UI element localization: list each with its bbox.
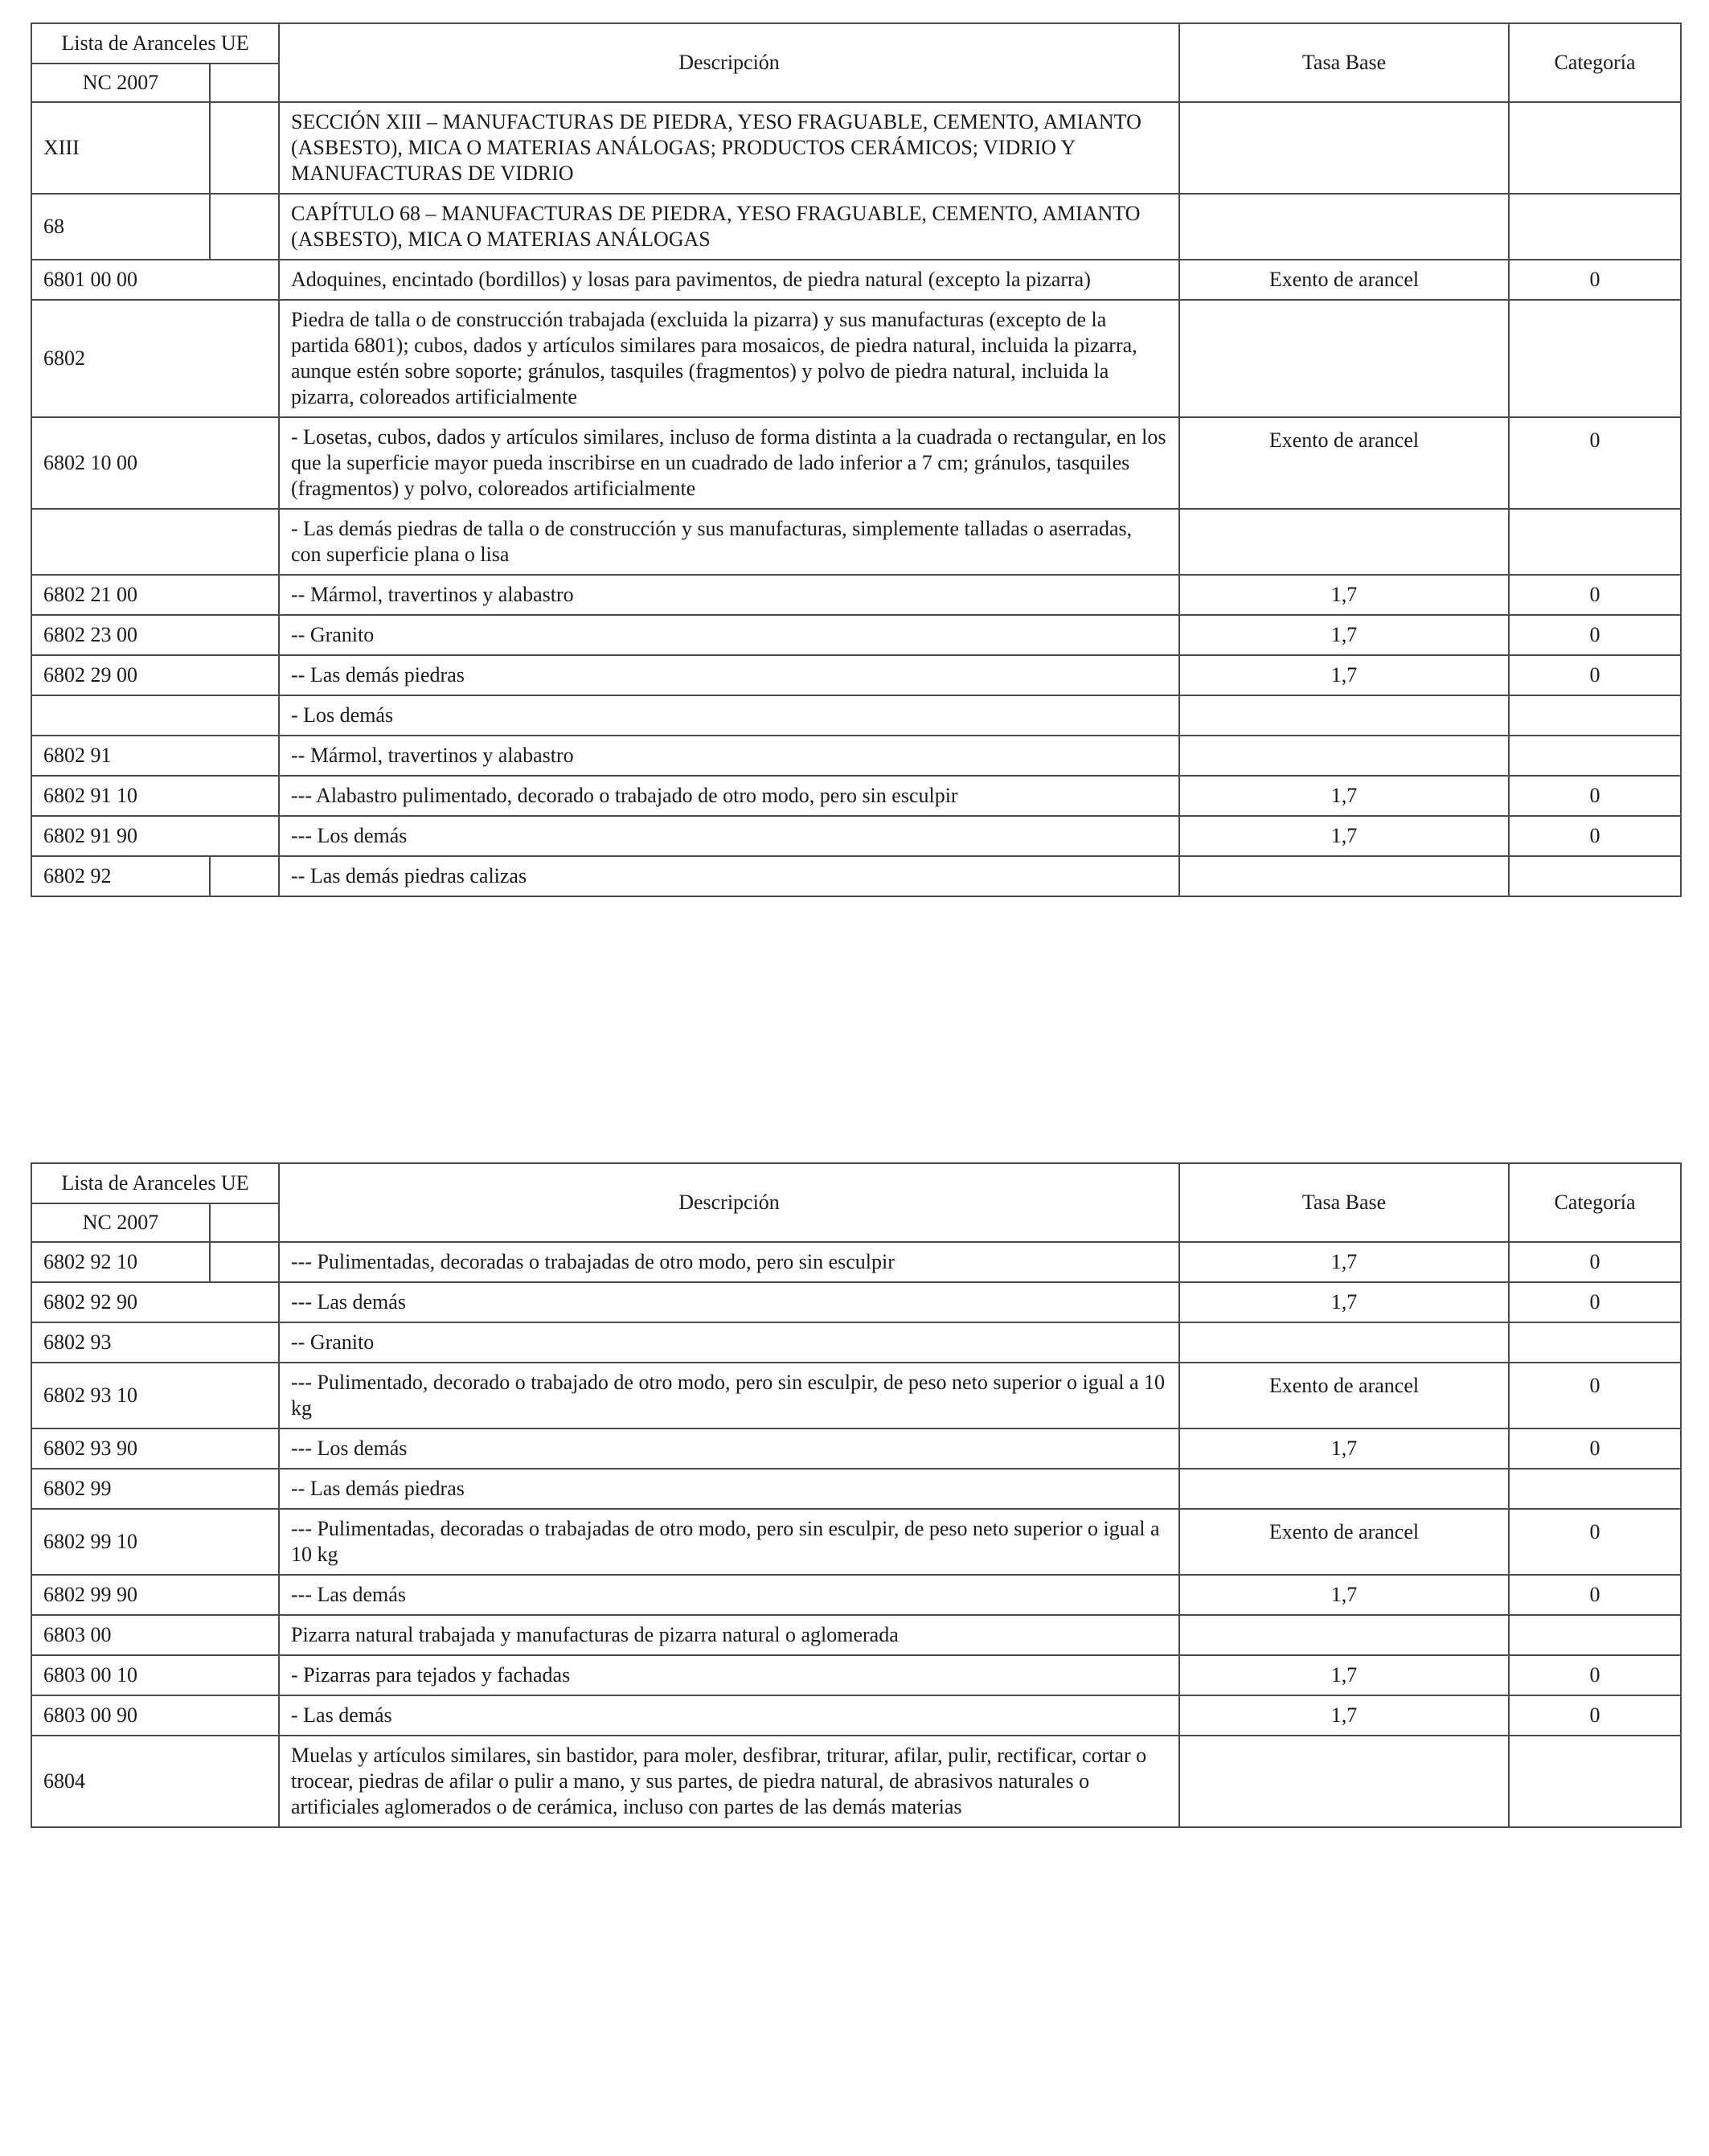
- row-tasa: 1,7: [1179, 1282, 1509, 1322]
- row-description: --- Pulimentadas, decoradas o trabajadas de otro modo, pero sin esculpir: [279, 1242, 1179, 1282]
- row-tasa: [1179, 695, 1509, 736]
- row-code: 6803 00 90: [31, 1695, 279, 1736]
- row-description: Muelas y artículos similares, sin bastidor, para moler, desfibrar, triturar, afilar, pulir, rectificar, cortar o trocear, piedras de afilar o pulir a mano, y sus partes, de piedra natural, de abrasivos naturales o artificiales aglomerados o de cerámica, incluso con partes de las demás materias: [279, 1736, 1179, 1827]
- row-code: 6802 21 00: [31, 575, 279, 615]
- row-categoria: 0: [1509, 615, 1681, 655]
- table-row: [31, 102, 1681, 194]
- row-tasa: [1179, 1736, 1509, 1827]
- row-description: Adoquines, encintado (bordillos) y losas para pavimentos, de piedra natural (excepto la pizarra): [279, 260, 1179, 300]
- row-categoria: [1509, 1469, 1681, 1509]
- row-categoria: [1509, 856, 1681, 896]
- row-tasa: 1,7: [1179, 615, 1509, 655]
- row-description: Pizarra natural trabajada y manufacturas de pizarra natural o aglomerada: [279, 1615, 1179, 1655]
- table-row: [31, 509, 1681, 575]
- row-tasa: [1179, 102, 1509, 194]
- table-row: [31, 695, 1681, 736]
- row-code: 6802 92 90: [31, 1282, 279, 1322]
- row-tasa: 1,7: [1179, 1428, 1509, 1469]
- header-lista: Lista de Aranceles UE: [31, 1163, 279, 1203]
- row-description: -- Granito: [279, 1322, 1179, 1363]
- row-categoria: [1509, 1322, 1681, 1363]
- row-tasa: [1179, 194, 1509, 260]
- row-categoria: 0: [1509, 260, 1681, 300]
- row-blank: [210, 856, 279, 896]
- table-row: [31, 194, 1681, 260]
- table-row: [31, 1736, 1681, 1827]
- table-row: [31, 1575, 1681, 1615]
- table-row: [31, 1655, 1681, 1695]
- header-blank-cell: [210, 1203, 279, 1242]
- row-categoria: 0: [1509, 1242, 1681, 1282]
- row-code: 6802 99 90: [31, 1575, 279, 1615]
- table-row: [31, 1695, 1681, 1736]
- header-tasa: Tasa Base: [1179, 23, 1509, 102]
- table-row: [31, 417, 1681, 509]
- header-categoria: Categoría: [1509, 1163, 1681, 1242]
- table-row: [31, 736, 1681, 776]
- row-tasa: [1179, 1322, 1509, 1363]
- row-code: 6804: [31, 1736, 279, 1827]
- row-tasa: [1179, 1615, 1509, 1655]
- row-tasa: 1,7: [1179, 1575, 1509, 1615]
- table-row: [31, 776, 1681, 816]
- row-categoria: 0: [1509, 1655, 1681, 1695]
- table-row: [31, 1615, 1681, 1655]
- row-description: --- Pulimentado, decorado o trabajado de otro modo, pero sin esculpir, de peso neto superior o igual a 10 kg: [279, 1363, 1179, 1428]
- row-code: 6802 10 00: [31, 417, 279, 509]
- row-description: SECCIÓN XIII – MANUFACTURAS DE PIEDRA, YESO FRAGUABLE, CEMENTO, AMIANTO (ASBESTO), MICA O MATERIAS ANÁLOGAS; PRODUCTOS CERÁMICOS; VIDRIO Y MANUFACTURAS DE VIDRIO: [279, 102, 1179, 194]
- row-description: -- Mármol, travertinos y alabastro: [279, 575, 1179, 615]
- row-description: -- Las demás piedras: [279, 1469, 1179, 1509]
- tariff-table-1: [31, 23, 1682, 897]
- row-description: -- Mármol, travertinos y alabastro: [279, 736, 1179, 776]
- table-row: [31, 1363, 1681, 1428]
- row-categoria: [1509, 1615, 1681, 1655]
- row-categoria: 0: [1509, 816, 1681, 856]
- header-lista: Lista de Aranceles UE: [31, 23, 279, 64]
- row-code: [31, 695, 279, 736]
- row-code: 6802 93 90: [31, 1428, 279, 1469]
- row-tasa: Exento de arancel: [1179, 1509, 1509, 1575]
- row-description: --- Las demás: [279, 1282, 1179, 1322]
- row-blank: [210, 102, 279, 194]
- header-descripcion: Descripción: [279, 1163, 1179, 1242]
- row-description: --- Alabastro pulimentado, decorado o trabajado de otro modo, pero sin esculpir: [279, 776, 1179, 816]
- row-code: 6802 93 10: [31, 1363, 279, 1428]
- row-categoria: 0: [1509, 1428, 1681, 1469]
- row-categoria: [1509, 300, 1681, 417]
- table-row: [31, 1282, 1681, 1322]
- row-code: [31, 509, 279, 575]
- header-tasa: Tasa Base: [1179, 1163, 1509, 1242]
- row-blank: [210, 1242, 279, 1282]
- row-tasa: [1179, 300, 1509, 417]
- row-code: 6802 93: [31, 1322, 279, 1363]
- row-categoria: 0: [1509, 776, 1681, 816]
- row-code: 6802 91: [31, 736, 279, 776]
- row-tasa: 1,7: [1179, 816, 1509, 856]
- row-code: 6802 91 90: [31, 816, 279, 856]
- row-tasa: 1,7: [1179, 1695, 1509, 1736]
- row-tasa: [1179, 1469, 1509, 1509]
- row-code: 6802 99 10: [31, 1509, 279, 1575]
- row-description: - Los demás: [279, 695, 1179, 736]
- row-code: XIII: [31, 102, 210, 194]
- row-categoria: [1509, 509, 1681, 575]
- table-row: [31, 260, 1681, 300]
- header-blank-cell: [210, 64, 279, 102]
- row-tasa: Exento de arancel: [1179, 1363, 1509, 1428]
- header-nc: NC 2007: [31, 1203, 210, 1242]
- row-categoria: 0: [1509, 575, 1681, 615]
- row-code: 6802 99: [31, 1469, 279, 1509]
- row-code: 6802 29 00: [31, 655, 279, 695]
- row-description: Piedra de talla o de construcción trabajada (excluida la pizarra) y sus manufacturas (excepto de la partida 6801); cubos, dados y artículos similares para mosaicos, de piedra natural, incluida la pizarra, aunque estén sobre soporte; gránulos, tasquiles (fragmentos) y polvo de piedra natural, incluida la pizarra, coloreados artificialmente: [279, 300, 1179, 417]
- table-row: [31, 1469, 1681, 1509]
- row-description: - Las demás: [279, 1695, 1179, 1736]
- row-code: 6803 00 10: [31, 1655, 279, 1695]
- row-description: CAPÍTULO 68 – MANUFACTURAS DE PIEDRA, YESO FRAGUABLE, CEMENTO, AMIANTO (ASBESTO), MICA O MATERIAS ANÁLOGAS: [279, 194, 1179, 260]
- row-categoria: 0: [1509, 1363, 1681, 1428]
- row-tasa: [1179, 509, 1509, 575]
- table-row: [31, 856, 1681, 896]
- table-row: [31, 1509, 1681, 1575]
- row-description: --- Los demás: [279, 1428, 1179, 1469]
- table-row: [31, 615, 1681, 655]
- table-row: [31, 575, 1681, 615]
- header-descripcion: Descripción: [279, 23, 1179, 102]
- row-blank: [210, 194, 279, 260]
- row-description: -- Las demás piedras: [279, 655, 1179, 695]
- row-tasa: 1,7: [1179, 1655, 1509, 1695]
- row-categoria: 0: [1509, 1695, 1681, 1736]
- row-description: --- Pulimentadas, decoradas o trabajadas de otro modo, pero sin esculpir, de peso neto superior o igual a 10 kg: [279, 1509, 1179, 1575]
- row-code: 6801 00 00: [31, 260, 279, 300]
- row-description: - Pizarras para tejados y fachadas: [279, 1655, 1179, 1695]
- row-tasa: [1179, 736, 1509, 776]
- table-row: [31, 1242, 1681, 1282]
- row-categoria: 0: [1509, 655, 1681, 695]
- row-categoria: [1509, 695, 1681, 736]
- row-description: --- Las demás: [279, 1575, 1179, 1615]
- row-tasa: Exento de arancel: [1179, 417, 1509, 509]
- table-row: [31, 300, 1681, 417]
- row-tasa: 1,7: [1179, 655, 1509, 695]
- table-row: [31, 1322, 1681, 1363]
- row-categoria: 0: [1509, 1575, 1681, 1615]
- header-categoria: Categoría: [1509, 23, 1681, 102]
- row-code: 6802 92: [31, 856, 210, 896]
- table-row: [31, 1428, 1681, 1469]
- row-code: 6802 92 10: [31, 1242, 210, 1282]
- tariff-table-2: [31, 1162, 1682, 1828]
- row-code: 6802: [31, 300, 279, 417]
- row-tasa: 1,7: [1179, 575, 1509, 615]
- row-code: 68: [31, 194, 210, 260]
- row-code: 6803 00: [31, 1615, 279, 1655]
- header-nc: NC 2007: [31, 64, 210, 102]
- row-categoria: 0: [1509, 417, 1681, 509]
- row-categoria: 0: [1509, 1282, 1681, 1322]
- row-categoria: [1509, 194, 1681, 260]
- row-categoria: [1509, 1736, 1681, 1827]
- row-tasa: 1,7: [1179, 1242, 1509, 1282]
- row-description: -- Las demás piedras calizas: [279, 856, 1179, 896]
- row-code: 6802 91 10: [31, 776, 279, 816]
- row-tasa: 1,7: [1179, 776, 1509, 816]
- table-row: [31, 655, 1681, 695]
- row-categoria: [1509, 736, 1681, 776]
- row-description: - Losetas, cubos, dados y artículos similares, incluso de forma distinta a la cuadrada o rectangular, en los que la superficie mayor pueda inscribirse en un cuadrado de lado inferior a 7 cm; gránulos, tasquiles (fragmentos) y polvo, coloreados artificialmente: [279, 417, 1179, 509]
- row-description: - Las demás piedras de talla o de construcción y sus manufacturas, simplemente talladas o aserradas, con superficie plana o lisa: [279, 509, 1179, 575]
- row-tasa: Exento de arancel: [1179, 260, 1509, 300]
- table-row: [31, 816, 1681, 856]
- row-code: 6802 23 00: [31, 615, 279, 655]
- row-categoria: 0: [1509, 1509, 1681, 1575]
- row-categoria: [1509, 102, 1681, 194]
- row-tasa: [1179, 856, 1509, 896]
- row-description: -- Granito: [279, 615, 1179, 655]
- row-description: --- Los demás: [279, 816, 1179, 856]
